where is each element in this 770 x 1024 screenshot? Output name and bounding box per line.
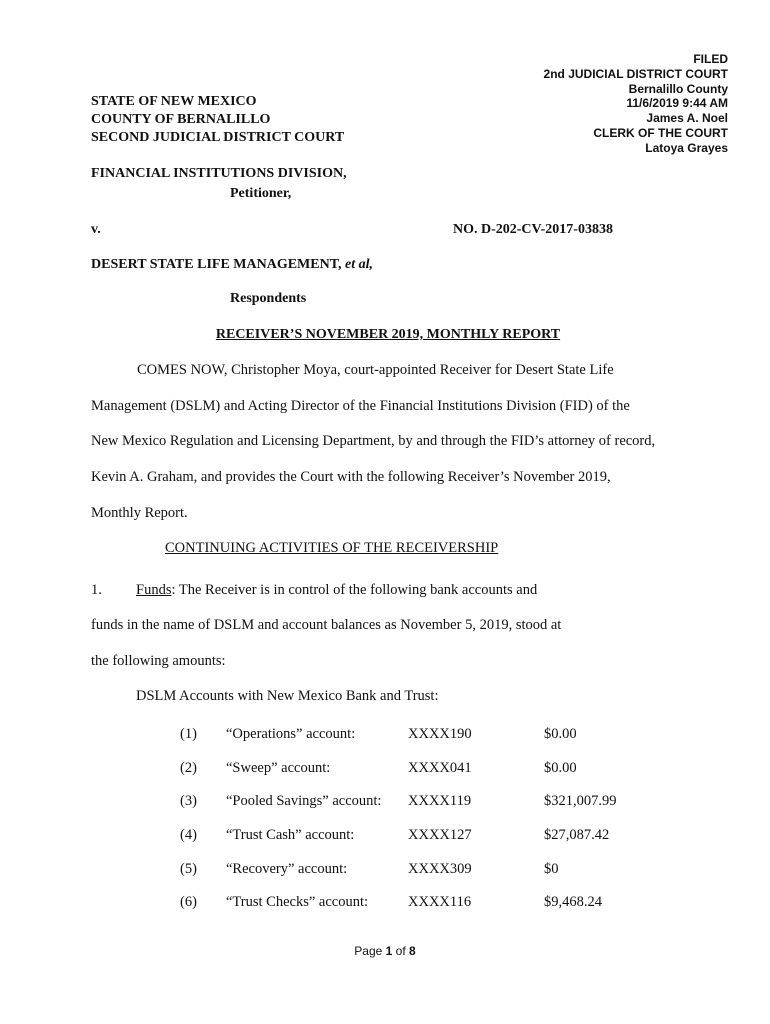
account-balance: $27,087.42 <box>544 827 610 844</box>
table-row <box>180 852 617 886</box>
table-row <box>180 718 617 752</box>
bank-heading: DSLM Accounts with New Mexico Bank and Trust: <box>136 688 439 704</box>
intro-line: COMES NOW, Christopher Moya, court-appointed Receiver for Desert State Life <box>137 362 614 378</box>
page-number: 1 <box>385 944 393 958</box>
item-1-line <box>136 582 537 599</box>
item-text: : The Receiver is in control of the following bank accounts and <box>171 582 538 598</box>
table-row <box>180 752 617 786</box>
of-word: of <box>395 944 406 958</box>
account-number-index: (2) <box>180 759 197 776</box>
item-text-line: the following amounts: <box>91 653 226 669</box>
versus: v. <box>91 222 101 237</box>
filed-stamp <box>544 52 728 156</box>
table-row <box>180 785 617 819</box>
intro-line: Kevin A. Graham, and provides the Court with the following Receiver’s November 2019, <box>91 469 611 485</box>
report-title: RECEIVER’S NOVEMBER 2019, MONTHLY REPORT <box>215 327 561 342</box>
account-balance: $0.00 <box>544 726 577 743</box>
respondent-etal: et al, <box>345 257 374 272</box>
account-name: “Recovery” account: <box>226 860 348 877</box>
account-id: XXXX119 <box>408 793 472 810</box>
filed-line: CLERK OF THE COURT <box>593 125 728 140</box>
court-line: SECOND JUDICIAL DISTRICT COURT <box>91 130 345 145</box>
section-heading: CONTINUING ACTIVITIES OF THE RECEIVERSHIP <box>165 540 499 556</box>
item-number: 1. <box>91 582 102 598</box>
account-name: “Pooled Savings” account: <box>226 793 382 810</box>
account-name: “Operations” account: <box>226 726 356 743</box>
filed-line: Bernalillo County <box>628 81 728 96</box>
account-number-index: (1) <box>180 726 197 743</box>
filed-line: 2nd JUDICIAL DISTRICT COURT <box>543 66 728 81</box>
respondent-name-text: DESERT STATE LIFE MANAGEMENT, <box>91 257 342 272</box>
case-number: NO. D-202-CV-2017-03838 <box>453 222 613 237</box>
page-footer <box>0 944 770 958</box>
filed-line: 11/6/2019 9:44 AM <box>626 96 728 111</box>
total-pages: 8 <box>409 944 416 958</box>
petitioner-role: Petitioner, <box>230 186 292 201</box>
table-row <box>180 819 617 853</box>
account-name: “Trust Checks” account: <box>226 894 369 911</box>
account-number-index: (4) <box>180 827 197 844</box>
intro-line: Management (DSLM) and Acting Director of the Financial Institutions Division (FID) of the <box>91 398 630 414</box>
accounts-table <box>180 718 617 920</box>
account-name: “Sweep” account: <box>226 759 331 776</box>
intro-line: Monthly Report. <box>91 505 188 521</box>
account-number-index: (5) <box>180 860 197 877</box>
account-id: XXXX041 <box>408 759 472 776</box>
account-name: “Trust Cash” account: <box>226 827 355 844</box>
filed-line: James A. Noel <box>646 111 728 126</box>
account-id: XXXX190 <box>408 726 472 743</box>
petitioner-name: FINANCIAL INSTITUTIONS DIVISION, <box>91 166 347 181</box>
court-line: STATE OF NEW MEXICO <box>91 94 257 109</box>
intro-line: New Mexico Regulation and Licensing Department, by and through the FID’s attorney of record, <box>91 433 656 449</box>
account-id: XXXX309 <box>408 860 472 877</box>
respondent-role: Respondents <box>230 291 307 306</box>
item-text-line: funds in the name of DSLM and account balances as November 5, 2019, stood at <box>91 617 562 633</box>
filed-line: FILED <box>693 52 728 66</box>
account-balance: $321,007.99 <box>544 793 617 810</box>
account-balance: $0.00 <box>544 759 577 776</box>
table-row <box>180 886 617 920</box>
page-word: Page <box>354 944 383 958</box>
item-heading: Funds <box>136 582 172 598</box>
account-balance: $9,468.24 <box>544 894 602 911</box>
respondent-name <box>91 256 373 274</box>
account-id: XXXX116 <box>408 894 472 911</box>
account-number-index: (6) <box>180 894 197 911</box>
account-id: XXXX127 <box>408 827 472 844</box>
account-balance: $0 <box>544 860 559 877</box>
account-number-index: (3) <box>180 793 197 810</box>
court-line: COUNTY OF BERNALILLO <box>91 112 271 127</box>
court-caption <box>91 93 344 147</box>
filed-line: Latoya Grayes <box>645 140 728 155</box>
